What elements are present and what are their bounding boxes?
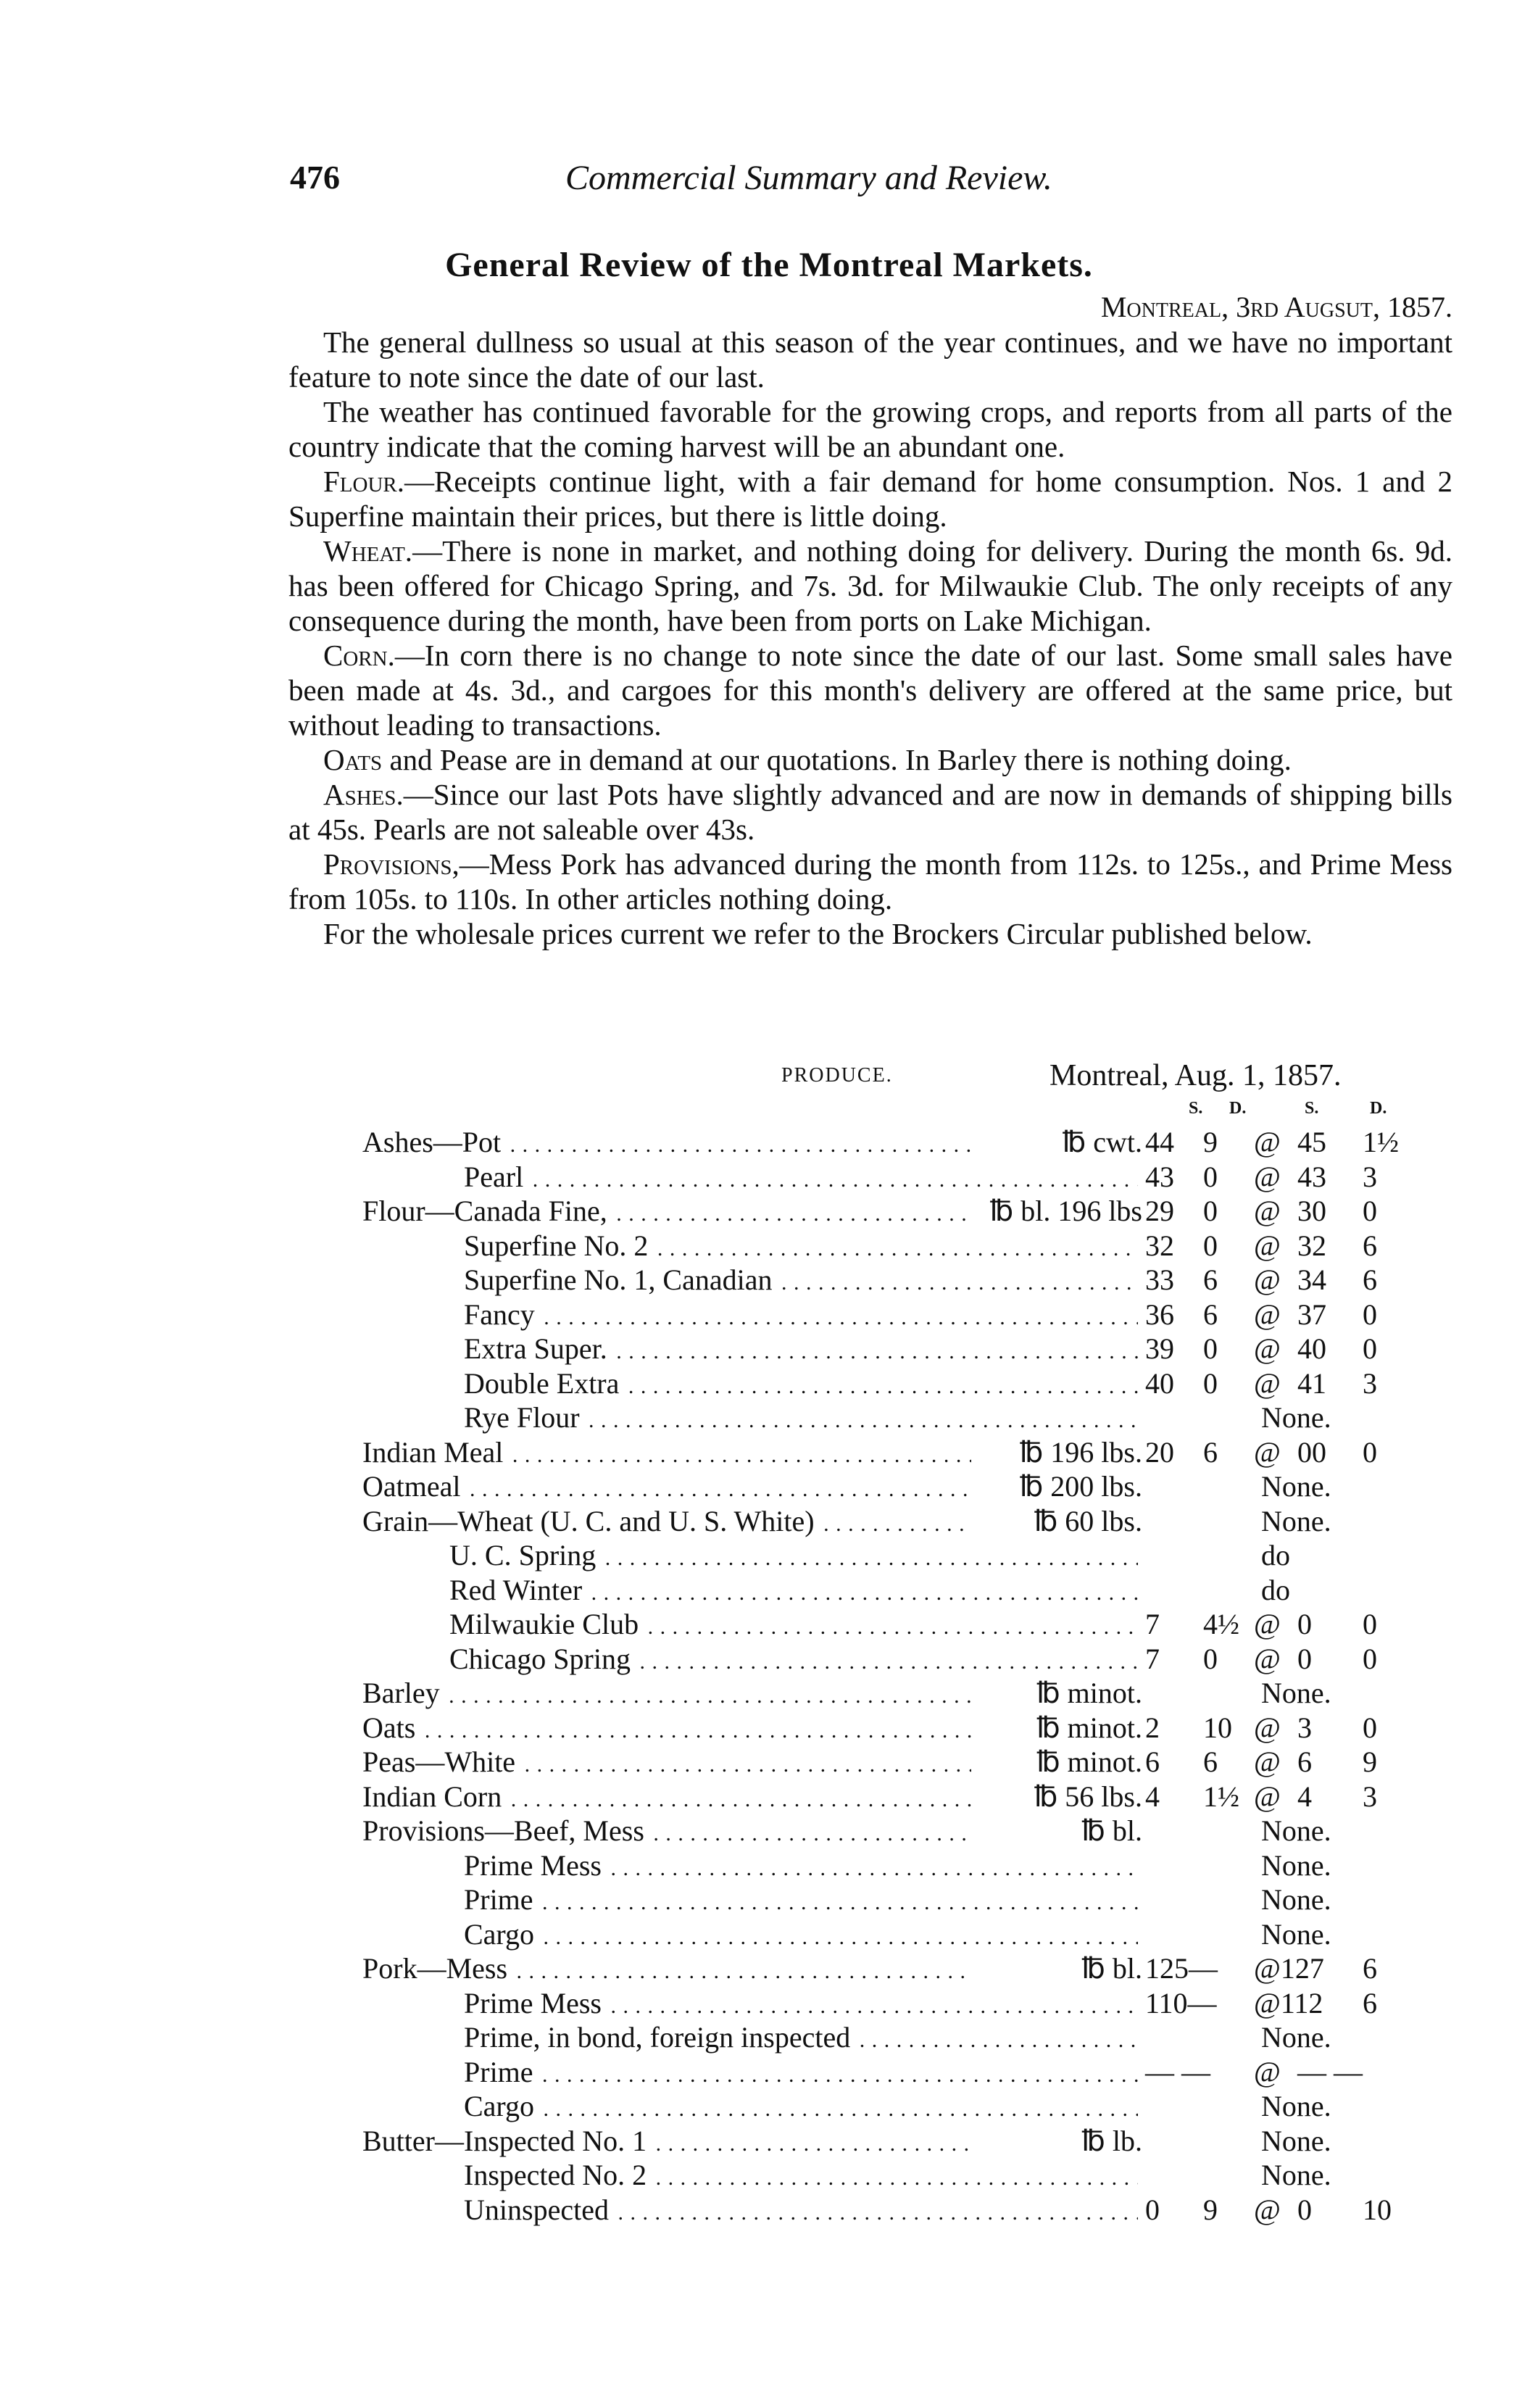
price-row (0, 1538, 1538, 1573)
paragraph (288, 464, 1452, 534)
dateline: Montreal, 3rd Augsut, 1857. (1100, 291, 1452, 323)
price-none: None. (1261, 2021, 1331, 2054)
price-row (0, 1814, 1538, 1848)
paragraph (288, 325, 1452, 394)
price-high-pence: 0 (1363, 1608, 1377, 1640)
description-text: Uninspected (464, 2193, 612, 2226)
description-text: Fancy (464, 1298, 538, 1331)
price-row-description (464, 1229, 1138, 1266)
description-text: Indian Meal (362, 1436, 506, 1469)
paragraph (288, 916, 1452, 951)
description-text: Superfine No. 2 (464, 1229, 651, 1262)
price-low-shillings: 7 (1145, 1608, 1160, 1640)
price-row-unit: ℔ 56 lbs. (971, 1780, 1142, 1814)
description-text: Red Winter (449, 1574, 585, 1606)
price-row (0, 2193, 1538, 2228)
running-head (290, 158, 1450, 209)
price-high-pence: 6 (1363, 1952, 1377, 1985)
price-low-pence: 0 (1203, 1366, 1218, 1400)
description-text: Prime Mess (464, 1849, 604, 1882)
price-row (0, 1573, 1538, 1608)
price-high-pence: 3 (1363, 1160, 1377, 1193)
price-row-description (362, 1504, 978, 1542)
price-low-pence: 6 (1203, 1435, 1218, 1469)
price-row-description (362, 1951, 978, 1989)
price-at: @127 (1254, 1952, 1324, 1985)
paragraph (288, 638, 1452, 742)
price-row-description (362, 1194, 978, 1232)
description-text: Prime (464, 2056, 536, 2088)
price-row-unit: ℔ 200 lbs. (971, 1469, 1142, 1504)
price-row (0, 1504, 1538, 1539)
paragraph (288, 534, 1452, 638)
price-row (0, 1194, 1538, 1229)
price-low-pence: 6 (1203, 1263, 1218, 1296)
price-low-shillings: 29 (1145, 1195, 1174, 1227)
price-high-pence: 3 (1363, 1780, 1377, 1813)
paragraph-text: and Pease are in demand at our quotations. In Barley there is nothing doing. (382, 743, 1292, 776)
price-at: @112 (1254, 1986, 1323, 2019)
page-number: 476 (290, 159, 340, 196)
description-text: Provisions—Beef, Mess (362, 1814, 647, 1847)
description-text: Superfine No. 1, Canadian (464, 1263, 775, 1296)
description-text: Double Extra (464, 1367, 622, 1400)
price-row-unit: ℔ bl. 196 lbs (971, 1194, 1142, 1229)
price-at: @ (1254, 1229, 1281, 1262)
price-at: @ (1254, 1780, 1281, 1813)
price-at: @ (1254, 1745, 1281, 1778)
price-row-description (464, 1263, 1138, 1300)
price-none: None. (1261, 1848, 1331, 1882)
price-at: @ (1254, 1195, 1281, 1227)
description-text: Oatmeal (362, 1470, 464, 1503)
paragraph-text: —In corn there is no change to note since the date of our last. Some small sales have been made at 4s. 3d., and cargoes for this month's delivery are offered at the same price, but without leading to transactions. (288, 639, 1452, 742)
description-text: Butter—Inspected No. 1 (362, 2125, 649, 2157)
description-text: Barley (362, 1677, 443, 1709)
price-high-pence: 6 (1363, 1986, 1377, 2019)
price-row-description (362, 1711, 978, 1748)
price-low-pence: 0 (1203, 1229, 1218, 1262)
paragraph-text: The general dullness so usual at this season of the year continues, and we have no important feature to note since the date of our last. (288, 325, 1452, 394)
price-at: @ (1254, 1263, 1281, 1296)
price-low-shillings: 40 (1145, 1366, 1174, 1400)
price-low-pence: 0 (1203, 1195, 1218, 1227)
price-low-shillings: 125— (1145, 1952, 1218, 1985)
price-row-description (464, 1986, 1138, 2024)
price-at: @ (1254, 1711, 1281, 1744)
price-row-description (449, 1642, 1138, 1680)
paragraph-lead: Flour. (323, 465, 404, 498)
price-high-shillings: 34 (1297, 1263, 1326, 1296)
price-row-description (449, 1607, 1138, 1645)
price-none: do (1261, 1573, 1290, 1606)
price-high-shillings: 0 (1297, 2193, 1312, 2226)
description-text: Cargo (464, 2090, 537, 2122)
price-high-pence: 6 (1363, 1229, 1377, 1262)
price-low-pence: 10 (1203, 1711, 1232, 1744)
price-row-unit: ℔ minot. (971, 1711, 1142, 1745)
paragraph-lead: Oats (323, 743, 383, 776)
price-low-pence: 6 (1203, 1298, 1218, 1331)
running-title: Commercial Summary and Review. (565, 159, 1052, 197)
price-row-description (362, 1814, 978, 1851)
description-text: Prime Mess (464, 1987, 604, 2019)
price-low-pence: 0 (1203, 1642, 1218, 1675)
price-none: None. (1261, 1470, 1331, 1503)
price-high-pence: 0 (1363, 1435, 1377, 1469)
paragraph-text: —Since our last Pots have slightly advanced and are now in demands of shipping bills at 45s. Pearls are not saleable over 43s. (288, 778, 1452, 846)
price-row-description (362, 1435, 978, 1473)
price-row-description (464, 1848, 1138, 1886)
price-low-shillings: 39 (1145, 1332, 1174, 1365)
price-at: @ (1254, 2193, 1281, 2226)
description-text: Oats (362, 1711, 418, 1744)
price-row (0, 1986, 1538, 2021)
description-text: Chicago Spring (449, 1643, 633, 1675)
price-high-shillings: 0 (1297, 1642, 1312, 1675)
price-high-pence: 0 (1363, 1332, 1377, 1365)
description-text: Rye Flour (464, 1401, 583, 1434)
description-text: Ashes—Pot (362, 1126, 504, 1158)
col-head-shillings: S. (1305, 1099, 1319, 1118)
paragraph-text: The weather has continued favorable for the growing crops, and reports from all parts of the country indicate that the coming harvest will be an abundant one. (288, 395, 1452, 463)
price-high-pence: 1½ (1363, 1126, 1399, 1158)
produce-header (288, 1058, 1452, 1102)
price-high-pence: 0 (1363, 1298, 1377, 1331)
price-at: @ (1254, 1160, 1281, 1193)
description-text: Cargo (464, 1918, 537, 1951)
price-row-unit: ℔ minot. (971, 1745, 1142, 1780)
price-at: @ (1254, 2055, 1281, 2088)
price-low-pence: 1½ (1203, 1780, 1239, 1813)
price-high-pence: 0 (1363, 1711, 1377, 1744)
price-row-description (464, 1160, 1138, 1197)
price-row-unit: ℔ bl. (971, 1951, 1142, 1986)
price-row (0, 1642, 1538, 1677)
description-text: Pork—Mess (362, 1952, 510, 1985)
price-row (0, 1711, 1538, 1745)
produce-label: PRODUCE. (781, 1064, 893, 1087)
paragraph-text: For the wholesale prices current we refer to the Brockers Circular published below. (323, 917, 1313, 950)
price-low-pence: 4½ (1203, 1608, 1239, 1640)
price-low-shillings: 0 (1145, 2193, 1160, 2226)
paragraph (288, 777, 1452, 847)
price-row (0, 1229, 1538, 1263)
price-low-shillings: 7 (1145, 1642, 1160, 1675)
description-text: Pearl (464, 1161, 526, 1193)
col-head-shillings: S. (1189, 1099, 1203, 1118)
price-low-shillings: 33 (1145, 1263, 1174, 1296)
price-row-unit: ℔ 60 lbs. (971, 1504, 1142, 1539)
price-row-unit: ℔ lb. (971, 2124, 1142, 2159)
price-none: do (1261, 1539, 1290, 1572)
description-text: Milwaukie Club (449, 1608, 641, 1640)
price-column-heads (0, 1099, 1538, 1125)
price-row-description (362, 2124, 978, 2162)
description-text: Peas—White (362, 1745, 518, 1778)
price-row (0, 2089, 1538, 2124)
col-head-pence: D. (1370, 1099, 1387, 1118)
price-high-pence: 6 (1363, 1263, 1377, 1296)
price-high-shillings: 00 (1297, 1435, 1326, 1469)
price-row-description (464, 1366, 1138, 1404)
description-text: Prime (464, 1883, 536, 1916)
price-row (0, 2124, 1538, 2159)
price-row (0, 1435, 1538, 1470)
description-text: Flour—Canada Fine, (362, 1195, 610, 1227)
description-text: Extra Super. (464, 1332, 610, 1365)
price-row (0, 1607, 1538, 1642)
price-row-unit: ℔ minot. (971, 1676, 1142, 1711)
price-row (0, 2020, 1538, 2055)
price-high-pence: 0 (1363, 1642, 1377, 1675)
price-low-shillings: 36 (1145, 1298, 1174, 1331)
price-row-description (449, 1538, 1138, 1576)
price-high-shillings: 32 (1297, 1229, 1326, 1262)
price-high-shillings: 4 (1297, 1780, 1312, 1813)
price-row (0, 1160, 1538, 1195)
price-row-unit: ℔ cwt. (971, 1125, 1142, 1160)
price-row-unit: ℔ bl. (971, 1814, 1142, 1848)
paragraph-lead: Ashes. (323, 778, 404, 811)
price-high-shillings: 37 (1297, 1298, 1326, 1331)
price-row (0, 1469, 1538, 1504)
price-row-unit: ℔ 196 lbs. (971, 1435, 1142, 1470)
description-text: Inspected No. 2 (464, 2159, 649, 2191)
price-high-shillings: 43 (1297, 1160, 1326, 1193)
price-row (0, 1917, 1538, 1952)
paragraph-text: —Mess Pork has advanced during the month from 112s. to 125s., and Prime Mess from 105s. to 110s. In other articles nothing doing. (288, 847, 1452, 916)
price-row-description (362, 1469, 978, 1507)
price-row-description (362, 1780, 978, 1817)
paragraph (288, 394, 1452, 464)
price-at: @ (1254, 1608, 1281, 1640)
price-high-shillings: 40 (1297, 1332, 1326, 1365)
price-at: @ (1254, 1332, 1281, 1365)
description-text: Prime, in bond, foreign inspected (464, 2021, 853, 2054)
price-none: None. (1261, 1917, 1331, 1951)
price-high-shillings: — — (1297, 2055, 1363, 2088)
price-none: None. (1261, 1401, 1331, 1434)
paragraph (288, 742, 1452, 777)
price-row (0, 1882, 1538, 1917)
paragraph-text: —Receipts continue light, with a fair demand for home consumption. Nos. 1 and 2 Superfine maintain their prices, but there is little doing. (288, 465, 1452, 533)
price-low-shillings: 6 (1145, 1745, 1160, 1778)
price-table (0, 1125, 1538, 2227)
paragraph-lead: Corn. (323, 639, 395, 672)
price-high-pence: 9 (1363, 1745, 1377, 1778)
price-row-description (464, 1298, 1138, 1335)
paragraph (288, 847, 1452, 916)
price-high-shillings: 3 (1297, 1711, 1312, 1744)
paragraph-lead: Provisions, (323, 847, 460, 881)
price-row (0, 1125, 1538, 1160)
description-text: Grain—Wheat (U. C. and U. S. White) (362, 1505, 818, 1537)
price-high-shillings: 41 (1297, 1366, 1326, 1400)
article-title: General Review of the Montreal Markets. (445, 246, 1093, 284)
price-high-shillings: 6 (1297, 1745, 1312, 1778)
price-none: None. (1261, 2090, 1331, 2122)
price-low-pence: 9 (1203, 2193, 1218, 2226)
price-row (0, 1780, 1538, 1814)
price-row (0, 1745, 1538, 1780)
price-row-description (449, 1573, 1138, 1611)
paragraph-text: —There is none in market, and nothing doing for delivery. During the month 6s. 9d. has been offered for Chicago Spring, and 7s. 3d. for Milwaukie Club. The only receipts of any consequence during the month, have been from ports on Lake Michigan. (288, 534, 1452, 637)
price-row-description (464, 1400, 1138, 1438)
price-row-description (464, 2055, 1138, 2093)
price-none: None. (1261, 1883, 1331, 1916)
price-at: @ (1254, 1298, 1281, 1331)
price-low-shillings: 20 (1145, 1435, 1174, 1469)
price-high-shillings: 0 (1297, 1608, 1312, 1640)
price-none: None. (1261, 1677, 1331, 1709)
price-none: None. (1261, 2159, 1331, 2191)
description-text: U. C. Spring (449, 1539, 599, 1572)
price-high-shillings: 45 (1297, 1126, 1326, 1158)
price-high-pence: 0 (1363, 1195, 1377, 1227)
price-low-shillings: 4 (1145, 1780, 1160, 1813)
price-low-pence: 6 (1203, 1745, 1218, 1778)
price-row-description (362, 1676, 978, 1714)
produce-date: Montreal, Aug. 1, 1857. (1049, 1059, 1342, 1092)
price-low-shillings: 2 (1145, 1711, 1160, 1744)
price-row-description (362, 1745, 978, 1782)
price-low-shillings: 44 (1145, 1126, 1174, 1158)
price-row (0, 1676, 1538, 1711)
price-low-pence: 9 (1203, 1126, 1218, 1158)
price-high-shillings: 30 (1297, 1195, 1326, 1227)
price-low-shillings: — — (1145, 2055, 1210, 2088)
price-at: @ (1254, 1126, 1281, 1158)
price-at: @ (1254, 1435, 1281, 1469)
price-row (0, 2158, 1538, 2193)
price-row-description (464, 1882, 1138, 1920)
price-row (0, 1263, 1538, 1298)
price-row-description (464, 1917, 1138, 1955)
price-row-description (464, 2089, 1138, 2127)
price-at: @ (1254, 1642, 1281, 1675)
price-none: None. (1261, 1814, 1331, 1847)
price-row-description (464, 2193, 1138, 2230)
price-row (0, 1400, 1538, 1435)
price-row (0, 1848, 1538, 1883)
price-row-description (362, 1125, 978, 1163)
price-high-pence: 10 (1363, 2193, 1392, 2226)
price-row-description (464, 2020, 1138, 2058)
price-none: None. (1261, 1504, 1331, 1537)
price-row (0, 1332, 1538, 1366)
price-row (0, 1951, 1538, 1986)
price-high-pence: 3 (1363, 1366, 1377, 1400)
price-row-description (464, 2158, 1138, 2196)
col-head-pence: D. (1229, 1099, 1247, 1118)
price-row (0, 2055, 1538, 2090)
article-body (288, 325, 1452, 951)
paragraph-lead: Wheat. (323, 534, 413, 568)
price-row-description (464, 1332, 1138, 1369)
price-low-pence: 0 (1203, 1160, 1218, 1193)
price-low-shillings: 110— (1145, 1986, 1217, 2019)
description-text: Indian Corn (362, 1780, 504, 1813)
price-row (0, 1366, 1538, 1401)
price-row (0, 1298, 1538, 1332)
price-low-shillings: 43 (1145, 1160, 1174, 1193)
price-low-pence: 0 (1203, 1332, 1218, 1365)
price-at: @ (1254, 1366, 1281, 1400)
price-low-shillings: 32 (1145, 1229, 1174, 1262)
price-none: None. (1261, 2124, 1331, 2157)
